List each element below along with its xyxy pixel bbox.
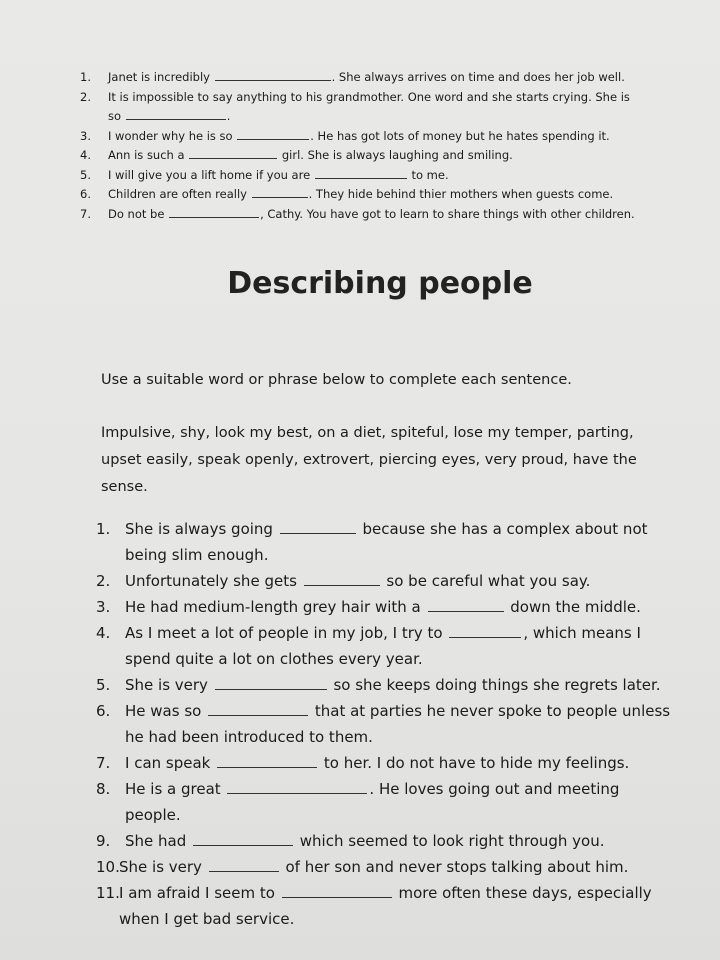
item-number: 6.	[80, 187, 91, 201]
item-number: 8.	[96, 780, 111, 798]
list-item	[96, 854, 676, 880]
sentence-end: . He loves going out and meeting people.	[125, 780, 620, 824]
sentence-start: Ann is such a	[108, 148, 189, 162]
item-number: 2.	[80, 89, 91, 104]
list-item	[80, 68, 680, 88]
item-number: 5.	[80, 167, 91, 182]
sentence-start: Children are often really	[108, 187, 251, 201]
item-number: 4.	[96, 624, 111, 642]
item-number: 3.	[80, 128, 91, 143]
list-item-continuation: when I get bad service.	[119, 910, 295, 928]
sentence-start: I wonder why he is so	[108, 128, 237, 143]
item-number: 1.	[96, 520, 111, 538]
list-item	[96, 880, 676, 906]
sentence-end: down the middle.	[505, 598, 641, 616]
item-number: 7.	[80, 206, 91, 221]
sentence-end: of her son and never stops talking about him.	[280, 858, 629, 876]
sentence-start: He was so	[125, 702, 207, 720]
sentence-end: to her. I do not have to hide my feelings.	[319, 754, 630, 772]
list-item	[96, 672, 676, 698]
list-item	[96, 516, 676, 542]
answer-blank[interactable]	[304, 571, 380, 586]
list-item-continuation: being slim enough.	[125, 546, 269, 564]
list-item-continuation	[80, 107, 680, 127]
list-item	[80, 88, 680, 108]
item-number: 10.	[96, 858, 120, 876]
item-number: 2.	[96, 572, 111, 590]
list-item	[96, 776, 676, 828]
list-item	[80, 166, 680, 186]
instruction-text: Use a suitable word or phrase below to complete each sentence.	[101, 372, 572, 388]
sentence-end: , which means I	[523, 624, 641, 642]
sentence-start: It is impossible to say anything to his grandmother. One word and she starts crying. She is	[108, 89, 630, 104]
list-item	[80, 185, 680, 205]
item-number: 5.	[96, 676, 111, 694]
sentence-end: because she has a complex about not	[357, 520, 648, 538]
sentence-start: He is a great	[125, 780, 226, 798]
item-number: 7.	[96, 754, 111, 772]
word-bank-line: Impulsive, shy, look my best, on a diet, spiteful, lose my temper, parting,	[101, 425, 634, 441]
answer-blank[interactable]	[315, 166, 407, 179]
answer-blank[interactable]	[449, 623, 521, 638]
list-item	[80, 146, 680, 166]
answer-blank[interactable]	[227, 779, 367, 794]
sentence-start: She is very	[119, 858, 207, 876]
sentence-end: girl. She is always laughing and smiling.	[278, 148, 513, 162]
sentence-end: . They hide behind thier mothers when guests come.	[308, 187, 614, 201]
sentence-end: which seemed to look right through you.	[295, 832, 605, 850]
item-number: 1.	[80, 70, 91, 84]
sentence-start: Do not be	[108, 206, 169, 221]
answer-blank[interactable]	[282, 883, 392, 898]
sentence-end: , Cathy. You have got to learn to share things with other children.	[260, 206, 635, 221]
list-item	[96, 620, 676, 646]
list-item	[96, 698, 676, 724]
item-number: 6.	[96, 702, 111, 720]
answer-blank[interactable]	[189, 146, 277, 159]
sentence-end: . She always arrives on time and does her job well.	[331, 70, 625, 84]
word-bank	[101, 420, 661, 501]
list-item	[96, 568, 676, 594]
answer-blank[interactable]	[237, 127, 309, 140]
answer-blank[interactable]	[280, 519, 356, 534]
list-item-continuation: spend quite a lot on clothes every year.	[125, 650, 423, 668]
main-exercise-list	[96, 516, 676, 932]
answer-blank[interactable]	[217, 753, 317, 768]
answer-blank[interactable]	[193, 831, 293, 846]
item-number: 11.	[96, 884, 120, 902]
sentence-start: I will give you a lift home if you are	[108, 167, 314, 182]
top-exercise-list	[80, 68, 680, 224]
sentence-start: She had	[125, 832, 192, 850]
answer-blank[interactable]	[215, 68, 331, 81]
page-title: Describing people	[227, 266, 533, 301]
word-bank-line: upset easily, speak openly, extrovert, piercing eyes, very proud, have the	[101, 452, 637, 468]
answer-blank[interactable]	[209, 857, 279, 872]
item-number: 3.	[96, 598, 111, 616]
answer-blank[interactable]	[252, 185, 308, 198]
answer-blank[interactable]	[126, 107, 226, 120]
item-number: 4.	[80, 148, 91, 162]
sentence-start: He had medium-length grey hair with a	[125, 598, 426, 616]
sentence-start: I can speak	[125, 754, 216, 772]
sentence-end: so she keeps doing things she regrets later.	[328, 676, 661, 694]
sentence-end: .	[226, 109, 231, 123]
sentence-end: to me.	[407, 167, 449, 182]
sentence-start: so	[108, 109, 125, 123]
answer-blank[interactable]	[208, 701, 308, 716]
sentence-start: Janet is incredibly	[108, 70, 214, 84]
sentence-end: that at parties he never spoke to people unless	[310, 702, 671, 720]
item-number: 9.	[96, 832, 111, 850]
list-item	[96, 594, 676, 620]
list-item	[80, 205, 680, 225]
answer-blank[interactable]	[169, 205, 259, 218]
sentence-end: more often these days, especially	[393, 884, 652, 902]
word-bank-line: sense.	[101, 479, 148, 495]
list-item	[96, 750, 676, 776]
list-item-continuation: he had been introduced to them.	[125, 728, 373, 746]
sentence-start: As I meet a lot of people in my job, I try to	[125, 624, 448, 642]
sentence-start: She is always going	[125, 520, 278, 538]
sentence-start: She is very	[125, 676, 213, 694]
sentence-start: Unfortunately she gets	[125, 572, 302, 590]
list-item	[80, 127, 680, 147]
answer-blank[interactable]	[215, 675, 327, 690]
sentence-start: I am afraid I seem to	[119, 884, 280, 902]
list-item	[96, 828, 676, 854]
sentence-end: . He has got lots of money but he hates spending it.	[310, 128, 610, 143]
sentence-end: so be careful what you say.	[381, 572, 591, 590]
answer-blank[interactable]	[428, 597, 504, 612]
